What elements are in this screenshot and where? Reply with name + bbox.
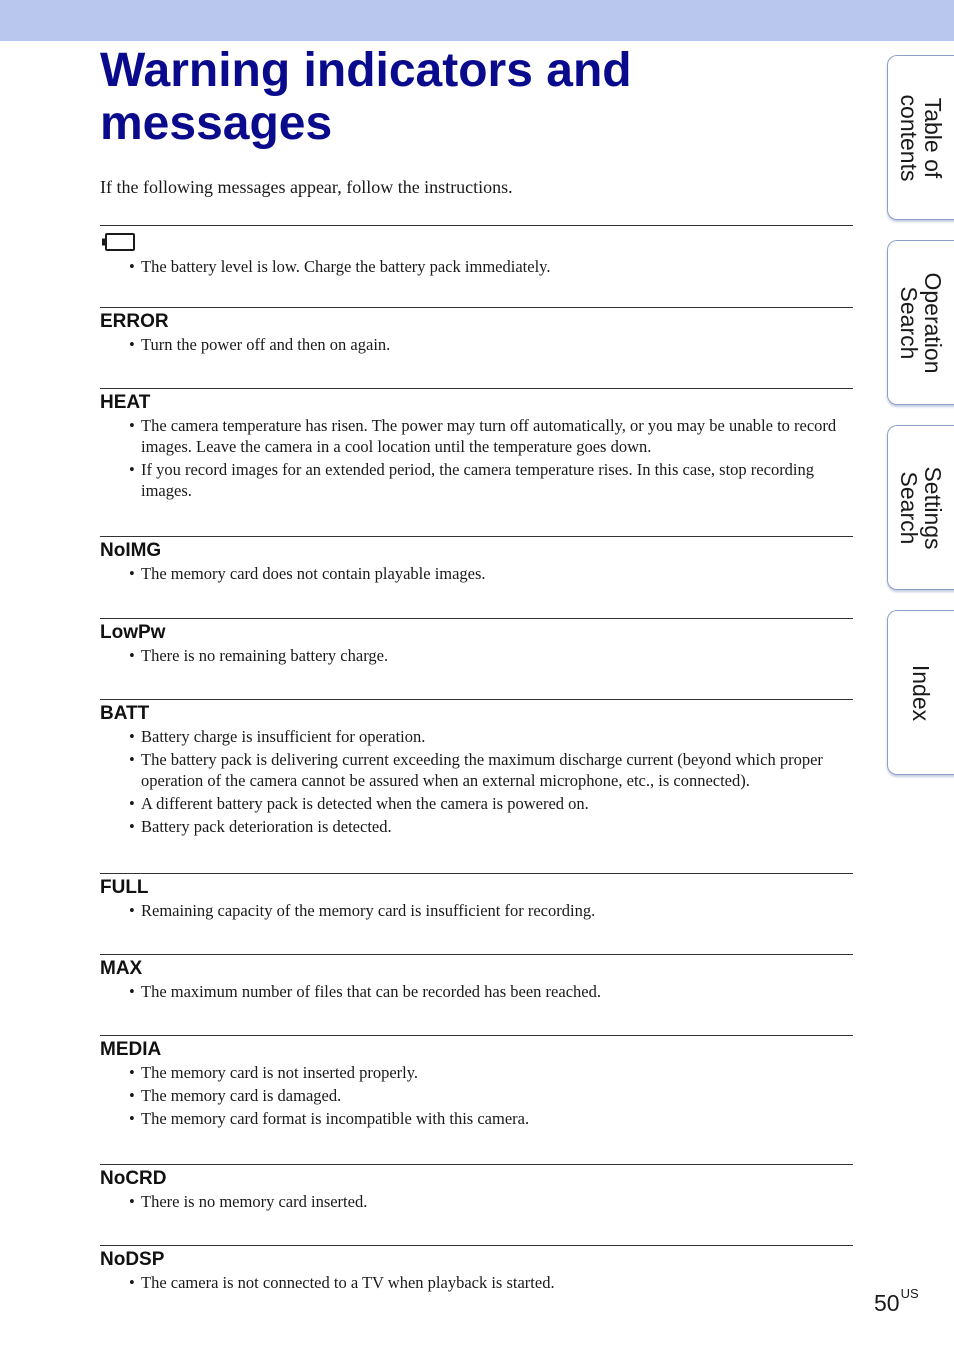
- tab-label: Operation Search: [896, 272, 946, 374]
- section-heading: NoDSP: [100, 1249, 165, 1270]
- section-full: [100, 873, 853, 923]
- section-heading: LowPw: [100, 622, 166, 643]
- list-item: • There is no memory card inserted.: [100, 1191, 853, 1212]
- list-item: • There is no remaining battery charge.: [100, 645, 853, 666]
- section-heading: HEAT: [100, 392, 151, 413]
- section-heading: ERROR: [100, 311, 169, 332]
- section-error: [100, 307, 853, 357]
- tab-label: Index: [908, 664, 934, 722]
- section-media: [100, 1035, 853, 1131]
- section-batt: [100, 699, 853, 839]
- list-item: • The battery level is low. Charge the battery pack immediately.: [100, 256, 853, 277]
- tab-label: Table of contents: [896, 94, 946, 182]
- section-heading: MAX: [100, 958, 143, 979]
- list-item: • The maximum number of files that can be recorded has been reached.: [100, 981, 853, 1002]
- list-item: • Turn the power off and then on again.: [100, 334, 853, 355]
- intro-text: If the following messages appear, follow the instructions.: [100, 177, 513, 197]
- page-number-value: 50: [874, 1290, 900, 1316]
- message-list: [100, 563, 853, 584]
- list-item: • If you record images for an extended period, the camera temperature rises. In this case, stop recording images.: [100, 459, 853, 501]
- section-heading: FULL: [100, 877, 149, 898]
- message-list: [100, 645, 853, 666]
- section-heading: [100, 233, 853, 251]
- message-list: [100, 1272, 853, 1293]
- list-item: • Battery pack deterioration is detected.: [100, 816, 853, 837]
- message-list: [100, 726, 853, 837]
- list-item: • Battery charge is insufficient for operation.: [100, 726, 853, 747]
- battery-empty-icon: [101, 233, 135, 251]
- section-heading: NoIMG: [100, 540, 162, 561]
- list-item: • The memory card format is incompatible with this camera.: [100, 1108, 853, 1129]
- section-nocrd: [100, 1164, 853, 1214]
- tab-operation-search[interactable]: [887, 240, 954, 405]
- page-number-suffix: US: [900, 1286, 919, 1301]
- tab-table-of-contents[interactable]: [887, 55, 954, 220]
- section-lowpw: [100, 618, 853, 668]
- section-heading: NoCRD: [100, 1168, 167, 1189]
- section-heading: MEDIA: [100, 1039, 162, 1060]
- message-list: [100, 415, 853, 501]
- list-item: • The memory card is damaged.: [100, 1085, 853, 1106]
- section-max: [100, 954, 853, 1004]
- message-list: [100, 900, 853, 921]
- list-item: • Remaining capacity of the memory card is insufficient for recording.: [100, 900, 853, 921]
- section-noimg: [100, 536, 853, 586]
- tab-index[interactable]: [887, 610, 954, 775]
- message-list: [100, 256, 853, 277]
- message-list: [100, 1191, 853, 1212]
- top-color-bar: [0, 0, 954, 41]
- page-title: Warning indicators and messages: [100, 44, 632, 150]
- section-nodsp: [100, 1245, 853, 1295]
- section-heading: BATT: [100, 703, 150, 724]
- section-heat: [100, 388, 853, 503]
- list-item: • A different battery pack is detected when the camera is powered on.: [100, 793, 853, 814]
- page-number: [874, 1286, 919, 1317]
- tab-label: Settings Search: [896, 466, 946, 550]
- list-item: • The battery pack is delivering current exceeding the maximum discharge current (beyond which proper operation of the camera cannot be assured when an external microphone, etc., is connected).: [100, 749, 853, 791]
- message-list: [100, 981, 853, 1002]
- list-item: • The camera temperature has risen. The power may turn off automatically, or you may be unable to record images. Leave the camera in a cool location until the temperature goes down.: [100, 415, 853, 457]
- message-list: [100, 1062, 853, 1129]
- tab-settings-search[interactable]: [887, 425, 954, 590]
- message-list: [100, 334, 853, 355]
- list-item: • The memory card does not contain playable images.: [100, 563, 853, 584]
- section-battery-low: [100, 225, 853, 279]
- list-item: • The memory card is not inserted properly.: [100, 1062, 853, 1083]
- list-item: • The camera is not connected to a TV when playback is started.: [100, 1272, 853, 1293]
